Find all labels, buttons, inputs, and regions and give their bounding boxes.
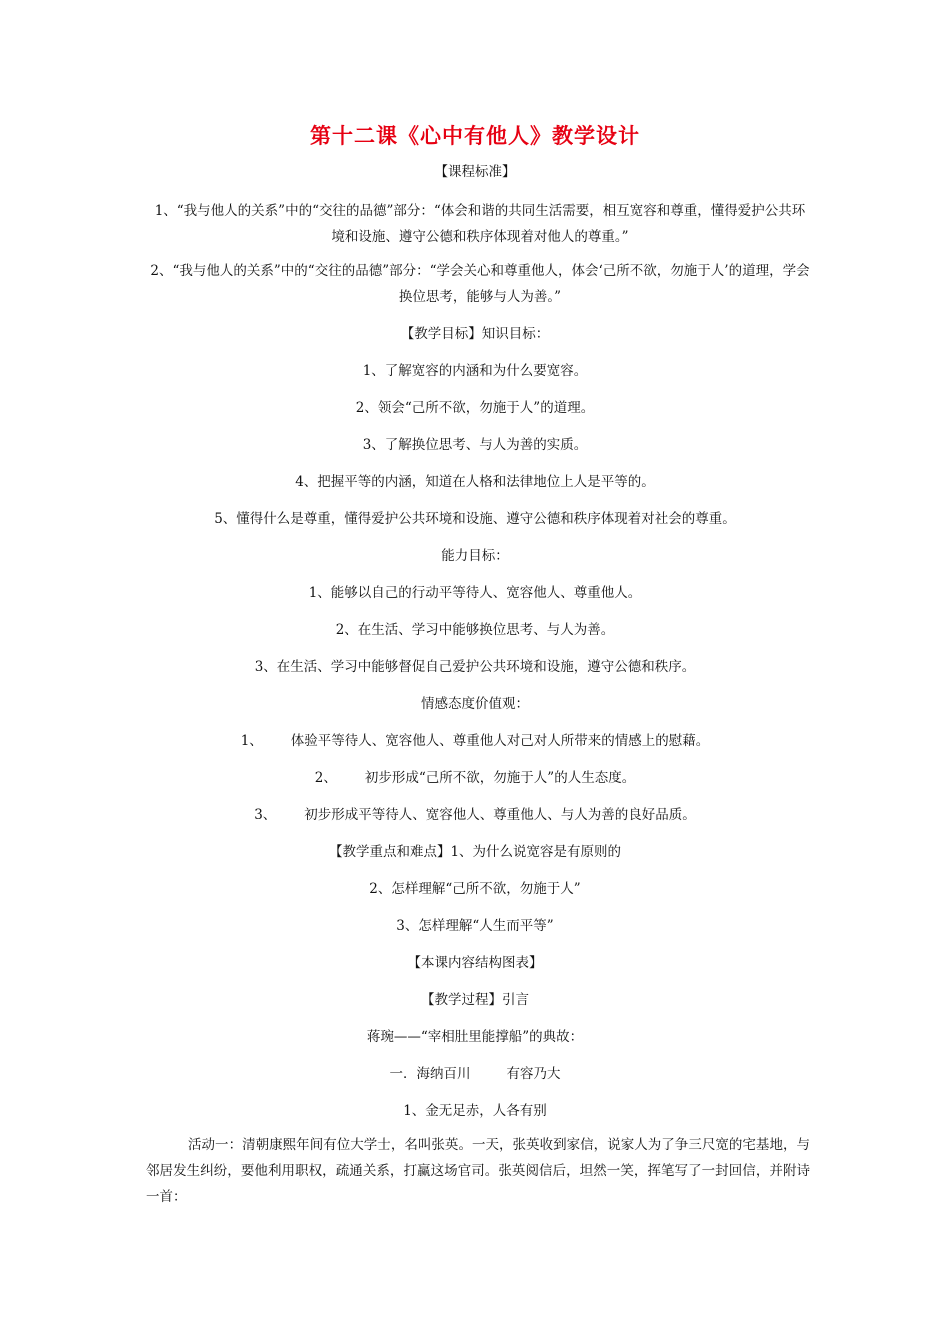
course-standard-heading: 【课程标准】 <box>434 164 516 180</box>
process-story: 蒋琬——“宰相肚里能撑船”的典故： <box>366 1029 584 1045</box>
knowledge-goal-1: 1、了解宽容的内涵和为什么要宽容。 <box>362 363 588 379</box>
key-points-line-2: 2、怎样理解“己所不欲，勿施于人” <box>369 881 581 897</box>
knowledge-goal-5: 5、懂得什么是尊重，懂得爱护公共环境和设施、遵守公德和秩序体现着对社会的尊重。 <box>214 511 736 527</box>
knowledge-goal-4: 4、把握平等的内涵，知道在人格和法律地位上人是平等的。 <box>295 474 655 490</box>
key-points-line-1: 【教学重点和难点】1、为什么说宽容是有原则的 <box>328 844 622 860</box>
attitude-goal-3-text: 初步形成平等待人、宽容他人、尊重他人、与人为善的良好品质。 <box>304 807 696 823</box>
process-heading: 【教学过程】引言 <box>421 992 529 1008</box>
ability-goal-3: 3、在生活、学习中能够督促自己爱护公共环境和设施，遵守公德和秩序。 <box>254 659 696 675</box>
section-heading-1 <box>0 1065 950 1083</box>
knowledge-goal-2: 2、领会“己所不欲，勿施于人”的道理。 <box>355 400 595 416</box>
section-heading-1-subtitle: 有容乃大 <box>506 1066 561 1082</box>
attitude-goal-1-text: 体验平等待人、宽容他人、尊重他人对己对人所带来的情感上的慰藉。 <box>290 733 710 749</box>
attitude-goal-1-number: 1、 <box>240 733 263 749</box>
ability-goal-2: 2、在生活、学习中能够换位思考、与人为善。 <box>335 622 615 638</box>
teaching-goals-heading: 【教学目标】知识目标： <box>400 326 550 342</box>
attitude-goals-heading: 情感态度价值观： <box>421 696 529 712</box>
ability-goal-1: 1、能够以自己的行动平等待人、宽容他人、尊重他人。 <box>308 585 642 601</box>
attitude-goal-2 <box>0 769 950 787</box>
section-heading-1-title: 一．海纳百川 <box>389 1066 471 1082</box>
activity-one-paragraph: 活动一：清朝康熙年间有位大学士，名叫张英。一天，张英收到家信，说家人为了争三尺宽的宅基地，与邻居发生纠纷，要他利用职权，疏通关系，打赢这场官司。张英阅信后，坦然一笑，挥笔写了一封回信，并附诗一首： <box>146 1137 810 1205</box>
ability-goals-heading: 能力目标： <box>441 548 509 564</box>
attitude-goal-2-text: 初步形成“己所不欲，勿施于人”的人生态度。 <box>364 770 636 786</box>
attitude-goal-2-number: 2、 <box>314 770 337 786</box>
course-standard-item-2: 2、“我与他人的关系”中的“交往的品德”部分：“学会关心和尊重他人，体会‘己所不欲，勿施于人’的道理，学会换位思考，能够与人为善。” <box>150 263 810 305</box>
key-points-line-3: 3、怎样理解“人生而平等” <box>396 918 554 934</box>
attitude-goal-1 <box>0 732 950 750</box>
subsection-heading-1: 1、金无足赤，人各有别 <box>403 1103 547 1119</box>
course-standard-item-1: 1、“我与他人的关系”中的“交往的品德”部分：“体会和谐的共同生活需要，相互宽容和尊重，懂得爱护公共环境和设施、遵守公德和秩序体现着对他人的尊重。” <box>154 203 806 245</box>
structure-chart-heading: 【本课内容结构图表】 <box>407 955 543 971</box>
attitude-goal-3 <box>0 806 950 824</box>
knowledge-goal-3: 3、了解换位思考、与人为善的实质。 <box>362 437 588 453</box>
document-title: 第十二课《心中有他人》教学设计 <box>310 124 640 148</box>
attitude-goal-3-number: 3、 <box>254 807 277 823</box>
